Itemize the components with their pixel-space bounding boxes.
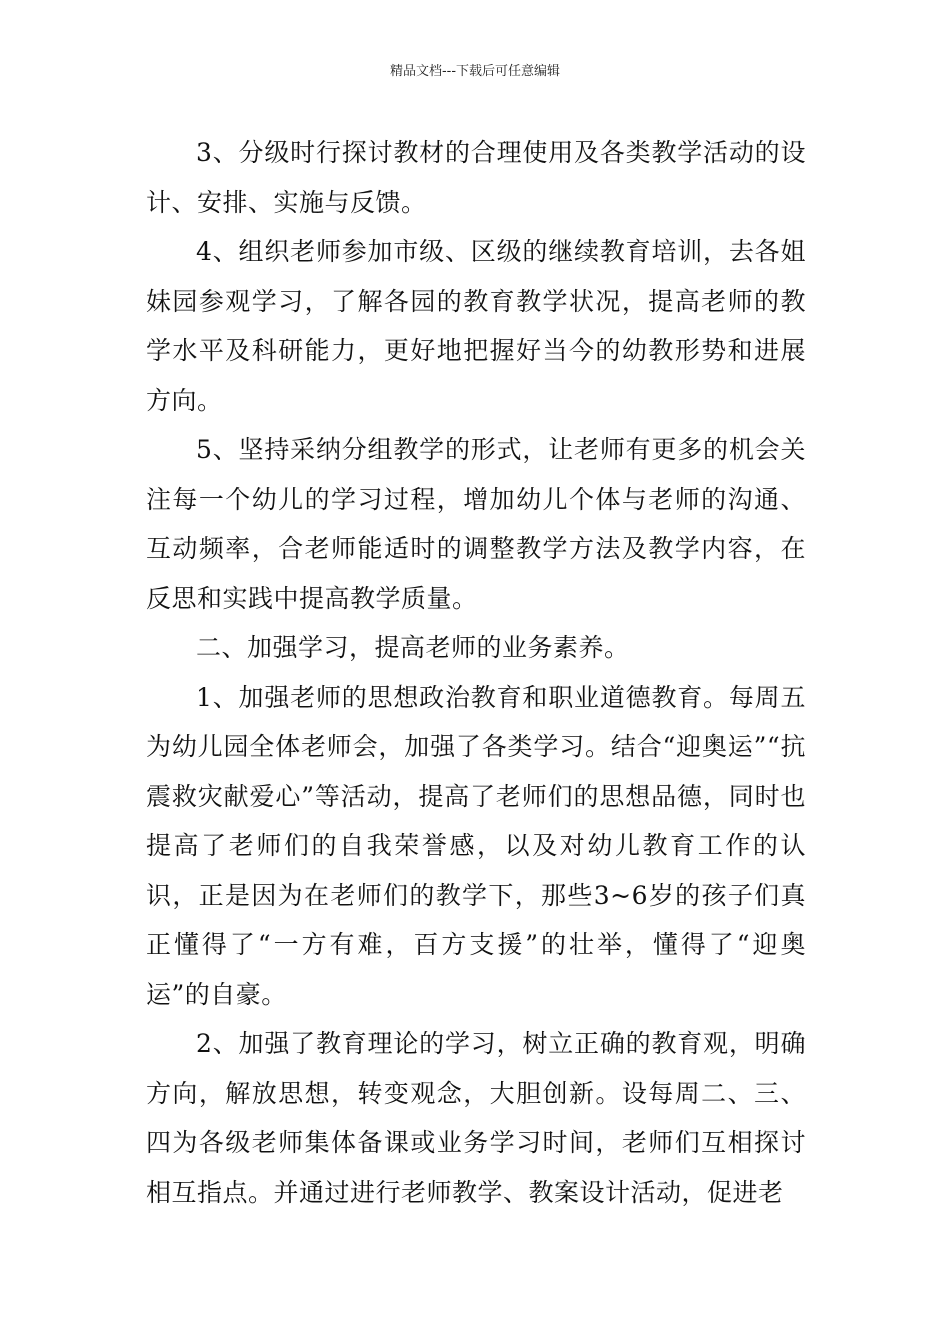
document-body bbox=[146, 128, 806, 1217]
section-heading-2: 二、加强学习，提高老师的业务素养。 bbox=[196, 633, 630, 662]
paragraph-item-2: 2、加强了教育理论的学习，树立正确的教育观，明确方向，解放思想，转变观念，大胆创新。设每周二、三、四为各级老师集体备课或业务学习时间，老师们互相探讨相互指点。并通过进行老师教学、教案设计活动，促进老 bbox=[146, 1029, 806, 1207]
paragraph-item-3: 3、分级时行探讨教材的合理使用及各类教学活动的设计、安排、实施与反馈。 bbox=[146, 138, 806, 217]
paragraph-item-4: 4、组织老师参加市级、区级的继续教育培训，去各姐妹园参观学习，了解各园的教育教学状况，提高老师的教学水平及科研能力，更好地把握好当今的幼教形势和进展方向。 bbox=[146, 237, 806, 415]
paragraph-item-5: 5、坚持采纳分组教学的形式，让老师有更多的机会关注每一个幼儿的学习过程，增加幼儿个体与老师的沟通、互动频率，合老师能适时的调整教学方法及教学内容，在反思和实践中提高教学质量。 bbox=[146, 435, 806, 613]
page-header: 精品文档---下载后可任意编辑 bbox=[389, 64, 561, 79]
paragraph-item-1: 1、加强老师的思想政治教育和职业道德教育。每周五为幼儿园全体老师会，加强了各类学习。结合“迎奥运”“抗震救灾献爱心”等活动，提高了老师们的思想品德，同时也提高了老师们的自我荣誉感，以及对幼儿教育工作的认识，正是因为在老师们的教学下，那些3~6岁的孩子们真正懂得了“一方有难，百方支援”的壮举，懂得了“迎奥运”的自豪。 bbox=[146, 682, 806, 1009]
